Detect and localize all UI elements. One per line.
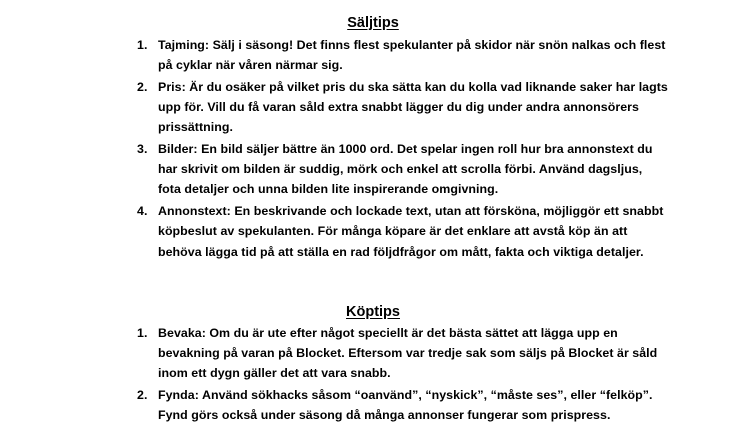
koptips-list: [0, 323, 746, 427]
list-item-text: Fynda: Använd sökhacks såsom “oanvänd”, “nyskick”, “måste ses”, eller “felköp”. Fynd görs också under säsong då många annonser fungerar som prispress.: [158, 388, 653, 423]
list-item-text: Pris: Är du osäker på vilket pris du ska sätta kan du kolla vad liknande saker har lagts upp för. Vill du få varan såld extra snabbt lägger du dig under andra annonsörers prissättning.: [158, 79, 668, 135]
list-item-text: Bilder: En bild säljer bättre än 1000 ord. Det spelar ingen roll hur bra annonstext du har skrivit om bilden är suddig, mörk och enkel att scrolla förbi. Använd dagsljus, fota detaljer och unna bilden lite inspirerande omgivning.: [158, 142, 653, 197]
list-item: [0, 35, 668, 75]
list-item-text: Annonstext: En beskrivande och lockade text, utan att försköna, möjliggör ett snabbt köpbeslut av spekulanten. För många köpare är det enklare att avstå köp än att behöva lägga tid på att ställa en rad följdfrågor om mått, fakta och viktiga detaljer.: [158, 204, 664, 259]
list-item: [0, 139, 668, 200]
list-item-text: Bevaka: Om du är ute efter något speciellt är det bästa sättet att lägga upp en bevakning på varan på Blocket. Eftersom var tredje sak som säljs på Blocket är såld inom ett dygn gäller det att vara snabb.: [158, 326, 658, 381]
list-item-number: 1.: [137, 38, 148, 52]
section-title-saljtips: Säljtips: [347, 15, 399, 31]
list-item-number: 3.: [137, 142, 148, 157]
saljtips-list: [0, 35, 746, 263]
list-item: [0, 77, 668, 138]
list-item: [0, 385, 668, 425]
list-item-text: Tajming: Sälj i säsong! Det finns flest spekulanter på skidor när snön nalkas och flest på cyklar när våren närmar sig.: [158, 38, 666, 73]
list-item-number: 1.: [137, 326, 148, 340]
list-item: [0, 323, 668, 384]
list-item-number: 4.: [137, 204, 148, 219]
list-item-number: 2.: [137, 79, 148, 94]
list-item: [0, 201, 668, 262]
section-title-koptips: Köptips: [346, 304, 400, 320]
list-item-number: 2.: [137, 388, 148, 403]
